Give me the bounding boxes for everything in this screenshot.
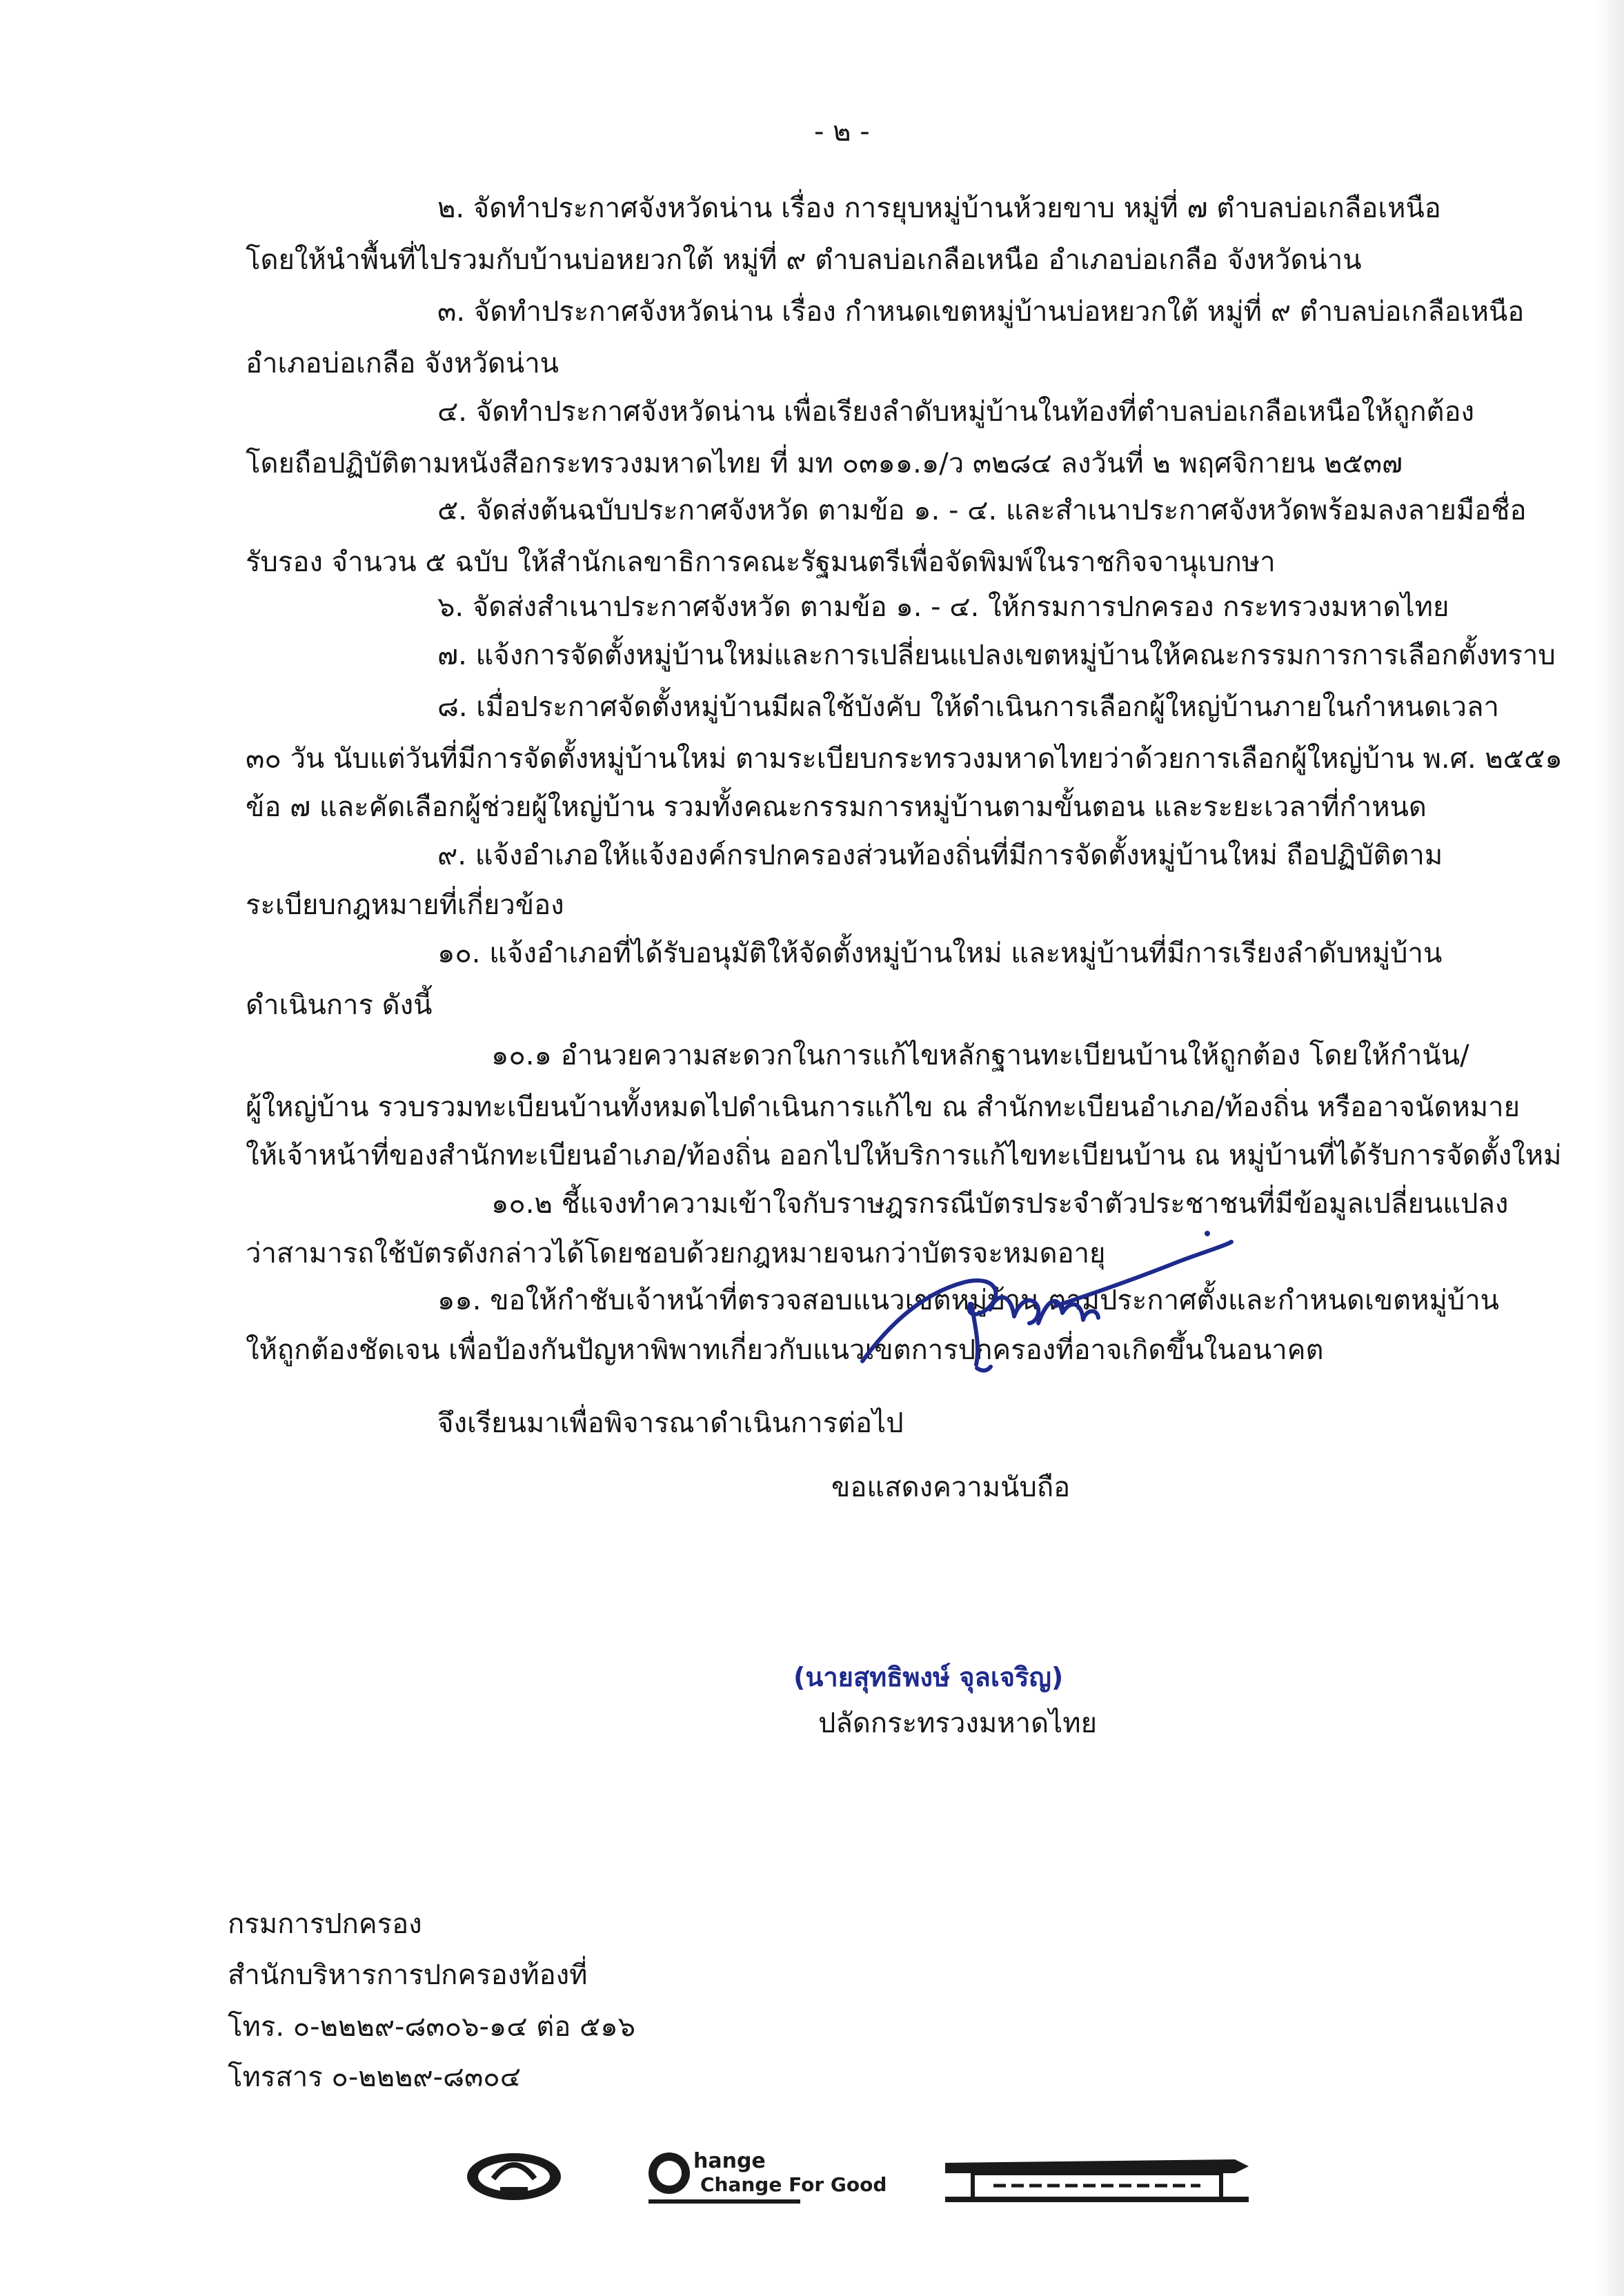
footer-logos <box>462 2146 1283 2208</box>
footer-office: สำนักบริหารการปกครองท้องที่ <box>228 1959 588 1991</box>
body-line: ๒. จัดทำประกาศจังหวัดน่าน เรื่อง การยุบหมู่บ้านห้วยขาบ หมู่ที่ ๗ ตำบลบ่อเกลือเหนือ <box>437 192 1441 224</box>
body-line: ๙. แจ้งอำเภอให้แจ้งองค์กรปกครองส่วนท้องถิ่นที่มีการจัดตั้งหมู่บ้านใหม่ ถือปฏิบัติตาม <box>437 840 1443 871</box>
body-line: ดำเนินการ ดังนี้ <box>246 989 433 1021</box>
body-line: ๓. จัดทำประกาศจังหวัดน่าน เรื่อง กำหนดเขตหมู่บ้านบ่อหยวกใต้ หมู่ที่ ๙ ตำบลบ่อเกลือเหนือ <box>437 296 1525 328</box>
page-number: - ๒ - <box>814 116 870 148</box>
body-line: ๑๐. แจ้งอำเภอที่ได้รับอนุมัติให้จัดตั้งหมู่บ้านใหม่ และหมู่บ้านที่มีการเรียงลำดับหมู่บ้าน <box>437 938 1443 969</box>
body-line: โดยถือปฏิบัติตามหนังสือกระทรวงมหาดไทย ที่ มท ๐๓๑๑.๑/ว ๓๒๘๔ ลงวันที่ ๒ พฤศจิกายน ๒๕๓๗ <box>246 448 1403 479</box>
footer-department: กรมการปกครอง <box>228 1908 422 1940</box>
body-line: ระเบียบกฎหมายที่เกี่ยวข้อง <box>246 889 564 921</box>
body-line: ข้อ ๗ และคัดเลือกผู้ช่วยผู้ใหญ่บ้าน รวมทั้งคณะกรรมการหมู่บ้านตามขั้นตอน และระยะเวลาที่กำหนด <box>246 791 1427 823</box>
body-line: ผู้ใหญ่บ้าน รวบรวมทะเบียนบ้านทั้งหมดไปดำเนินการแก้ไข ณ สำนักทะเบียนอำเภอ/ท้องถิ่น หรืออาจนัดหมาย <box>246 1091 1521 1123</box>
body-line: ๗. แจ้งการจัดตั้งหมู่บ้านใหม่และการเปลี่ยนแปลงเขตหมู่บ้านให้คณะกรรมการการเลือกตั้งทราบ <box>437 640 1556 671</box>
body-line: ๑๑. ขอให้กำชับเจ้าหน้าที่ตรวจสอบแนวเขตหมู่บ้าน ตามประกาศตั้งและกำหนดเขตหมู่บ้าน <box>437 1285 1500 1316</box>
regards-text: ขอแสดงความนับถือ <box>831 1472 1071 1503</box>
body-line: ๔. จัดทำประกาศจังหวัดน่าน เพื่อเรียงลำดับหมู่บ้านในท้องที่ตำบลบ่อเกลือเหนือให้ถูกต้อง <box>437 396 1475 428</box>
body-line: ให้เจ้าหน้าที่ของสำนักทะเบียนอำเภอ/ท้องถิ่น ออกไปให้บริการแก้ไขทะเบียนบ้าน ณ หมู่บ้านที่ได้รับการจัดตั้งใหม่ <box>246 1140 1562 1171</box>
closing-text: จึงเรียนมาเพื่อพิจารณาดำเนินการต่อไป <box>437 1407 904 1439</box>
body-line: ให้ถูกต้องชัดเจน เพื่อป้องกันปัญหาพิพาทเกี่ยวกับแนวเขตการปกครองที่อาจเกิดขึ้นในอนาคต <box>246 1334 1324 1366</box>
body-line: ๕. จัดส่งต้นฉบับประกาศจังหวัด ตามข้อ ๑. - ๔. และสำเนาประกาศจังหวัดพร้อมลงลายมือชื่อ <box>437 495 1527 526</box>
body-line: ๑๐.๒ ชี้แจงทำความเข้าใจกับราษฎรกรณีบัตรประจำตัวประชาชนที่มีข้อมูลเปลี่ยนแปลง <box>491 1188 1509 1220</box>
footer-fax: โทรสาร ๐-๒๒๒๙-๘๓๐๔ <box>228 2061 521 2093</box>
body-line: อำเภอบ่อเกลือ จังหวัดน่าน <box>246 348 560 379</box>
body-line: ว่าสามารถใช้บัตรดังกล่าวได้โดยชอบด้วยกฎหมายจนกว่าบัตรจะหมดอายุ <box>246 1238 1106 1269</box>
body-line: ๘. เมื่อประกาศจัดตั้งหมู่บ้านมีผลใช้บังคับ ให้ดำเนินการเลือกผู้ใหญ่บ้านภายในกำหนดเวลา <box>437 691 1499 723</box>
body-line: ๓๐ วัน นับแต่วันที่มีการจัดตั้งหมู่บ้านใหม่ ตามระเบียบกระทรวงมหาดไทยว่าด้วยการเลือกผู้ใหญ่บ้าน พ.ศ. ๒๕๕๑ <box>246 743 1563 775</box>
logo-text-change-for-good: Change For Good <box>700 2173 887 2196</box>
footer-phone: โทร. ๐-๒๒๒๙-๘๓๐๖-๑๔ ต่อ ๕๑๖ <box>228 2011 636 2043</box>
body-line: ๑๐.๑ อำนวยความสะดวกในการแก้ไขหลักฐานทะเบียนบ้านให้ถูกต้อง โดยให้กำนัน/ <box>491 1040 1469 1071</box>
svg-text:hange: hange <box>693 2149 766 2173</box>
logo-emblem-icon <box>467 2153 561 2200</box>
signature-icon <box>849 1227 1235 1378</box>
body-line: ๖. จัดส่งสำเนาประกาศจังหวัด ตามข้อ ๑. - ๔. ให้กรมการปกครอง กระทรวงมหาดไทย <box>437 591 1449 623</box>
body-line: รับรอง จำนวน ๕ ฉบับ ให้สำนักเลขาธิการคณะรัฐมนตรีเพื่อจัดพิมพ์ในราชกิจจานุเบกษา <box>246 546 1276 578</box>
signer-name: (นายสุทธิพงษ์ จุลเจริญ) <box>793 1662 1064 1692</box>
signer-title: ปลัดกระทรวงมหาดไทย <box>818 1708 1098 1739</box>
logo-change-for-good <box>648 2149 887 2204</box>
logo-banner-icon <box>945 2159 1249 2199</box>
scan-edge-shadow <box>1596 0 1624 2296</box>
body-line: โดยให้นำพื้นที่ไปรวมกับบ้านบ่อหยวกใต้ หมู่ที่ ๙ ตำบลบ่อเกลือเหนือ อำเภอบ่อเกลือ จังหวัดน่าน <box>246 244 1362 276</box>
